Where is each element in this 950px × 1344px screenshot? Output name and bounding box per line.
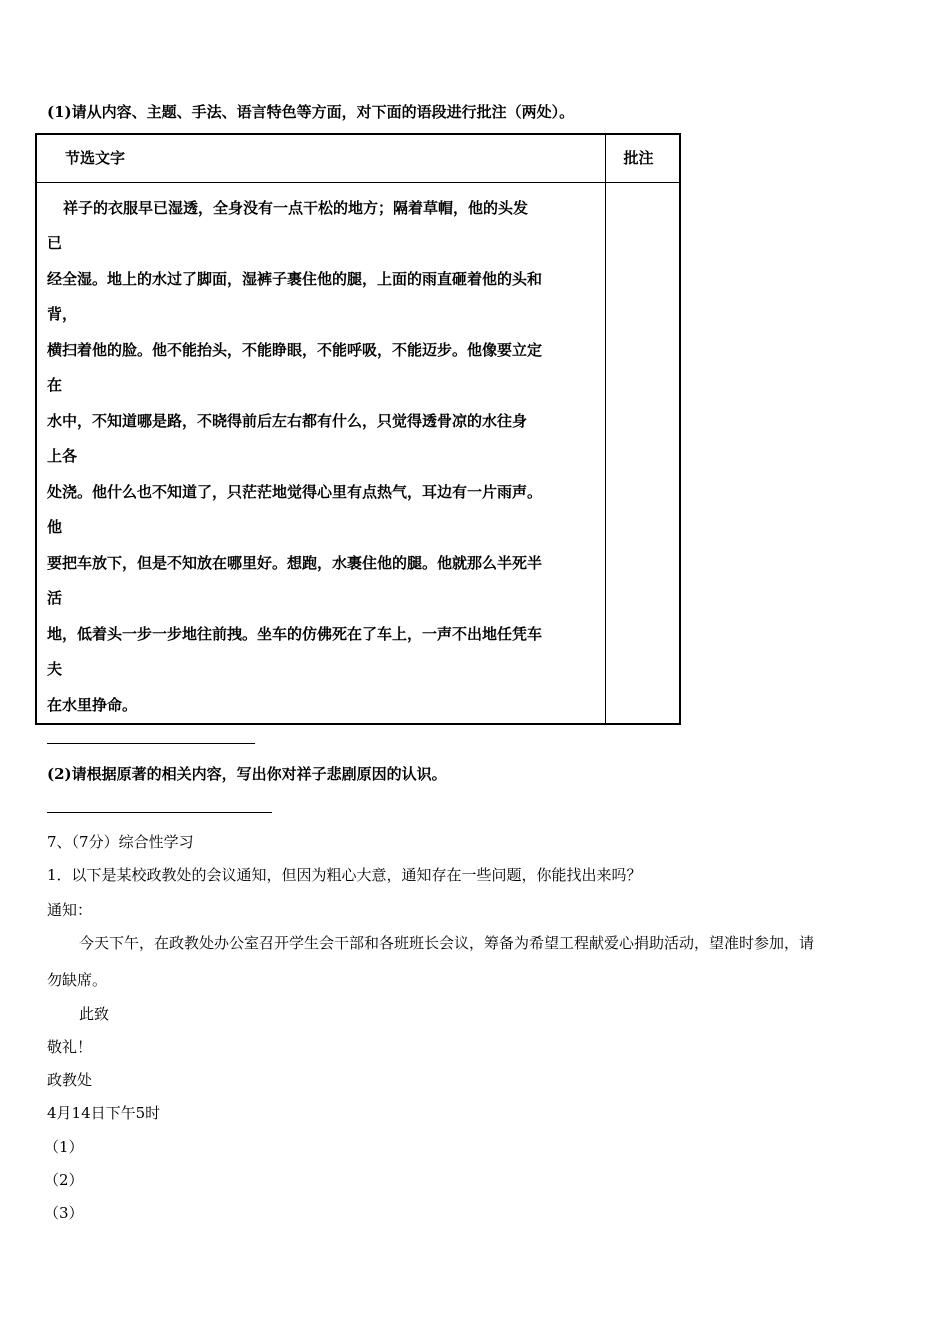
notice-closing-1: 此致: [79, 1005, 110, 1023]
excerpt-line: 他: [47, 518, 63, 536]
excerpt-line: 经全湿。地上的水过了脚面，湿裤子裹住他的腿，上面的雨直砸着他的头和: [47, 269, 543, 288]
notice-closing-2: 敬礼！: [47, 1038, 93, 1056]
notice-heading: 通知：: [47, 901, 93, 919]
excerpt-line: 处浇。他什么也不知道了，只茫茫地觉得心里有点热气，耳边有一片雨声。: [47, 482, 543, 501]
notice-body-line-2: 勿缺席。: [47, 971, 108, 989]
excerpt-line: 已: [47, 234, 63, 252]
question-1: (1)请从内容、主题、手法、语言特色等方面，对下面的语段进行批注（两处）。: [47, 103, 575, 121]
answer-label-3: （3）: [44, 1204, 84, 1222]
question-2: (2)请根据原著的相关内容，写出你对祥子悲剧原因的认识。: [47, 765, 447, 783]
excerpt-header: 节选文字: [36, 134, 605, 182]
excerpt-line: 上各: [47, 447, 78, 465]
excerpt-line: 活: [47, 589, 63, 607]
excerpt-line: 夫: [47, 660, 63, 678]
excerpt-line: 要把车放下，但是不知放在哪里好。想跑，水裹住他的腿。他就那么半死半: [47, 553, 543, 572]
answer-label-2: （2）: [44, 1171, 84, 1189]
answer-line-2[interactable]: [47, 812, 272, 813]
excerpt-line: 地，低着头一步一步地往前拽。坐车的仿佛死在了车上，一声不出地任凭车: [47, 624, 543, 643]
excerpt-body: [36, 182, 605, 724]
excerpt-line: 横扫着他的脸。他不能抬头，不能睁眼，不能呼吸，不能迈步。他像要立定: [47, 340, 543, 359]
section-7-title: 7、（7分）综合性学习: [47, 833, 194, 851]
excerpt-line: 水中，不知道哪是路，不晓得前后左右都有什么，只觉得透骨凉的水往身: [47, 411, 528, 430]
excerpt-line: 在: [47, 376, 63, 394]
excerpt-table: [35, 133, 681, 725]
answer-line-1[interactable]: [47, 743, 255, 744]
excerpt-line: 祥子的衣服早已湿透，全身没有一点干松的地方；隔着草帽，他的头发: [63, 198, 529, 217]
annotation-header: 批注: [605, 134, 680, 182]
item-1-prompt: 1．以下是某校政教处的会议通知，但因为粗心大意，通知存在一些问题，你能找出来吗？: [47, 866, 642, 884]
answer-label-1: （1）: [44, 1138, 84, 1156]
excerpt-line: 在水里挣命。: [47, 695, 138, 714]
notice-date: 4月14日下午5时: [47, 1104, 161, 1122]
excerpt-line: 背，: [47, 305, 78, 323]
notice-body-line-1: 今天下午，在政教处办公室召开学生会干部和各班班长会议，筹备为希望工程献爱心捐助活动，望准时参加，请: [79, 934, 815, 952]
annotation-cell[interactable]: [605, 182, 680, 724]
notice-signature: 政教处: [47, 1071, 93, 1089]
